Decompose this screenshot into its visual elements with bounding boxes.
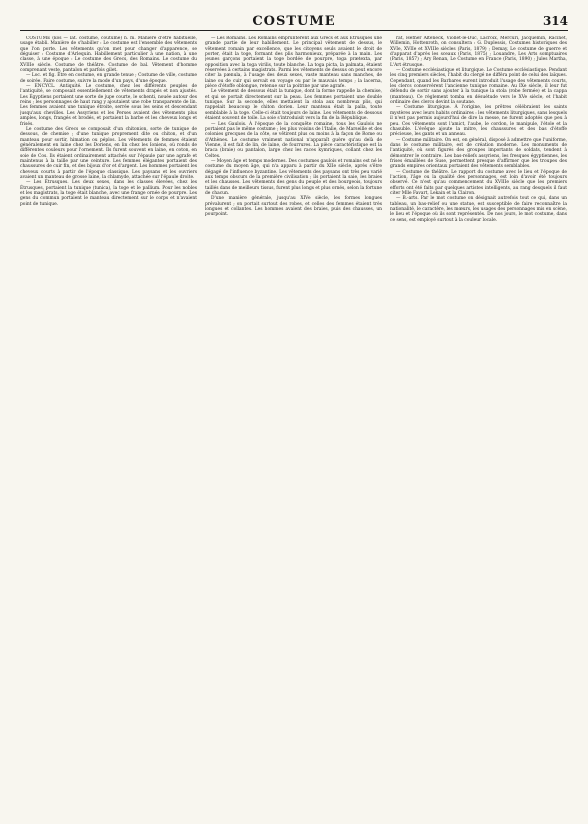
column-middle (205, 36, 382, 816)
column-paragraph: — ENCYCL. Antiquité. Le costume, chez les différents peuples de l'antiquité, se composait essentiellement de vêtements drapés et non ajustés. Les Égyptiens portaient une sorte de jupe courte, le schenti, nouée autour des reins ; les personnages de haut rang y ajoutaient une robe transparente de lin. Les femmes avaient une tunique étroite, serrée sous les seins et descendant jusqu'aux chevilles. Les Assyriens et les Perses avaient des vêtements plus amples, longs, frangés et brodés, et portaient la barbe et les cheveux longs et frisés. (20, 84, 197, 127)
column-paragraph: — Les Romains. Les Romains empruntèrent aux Grecs et aux Étrusques une grande partie de leur habillement. Le principal vêtement de dessus, le vêtement romain par excellence, que les citoyens seuls avaient le droit de porter, était la toge, formant des plis harmonieux, préparée à la main. Les jeunes garçons portaient la toge bordée de pourpre, toga prætexta, par opposition avec la toga virilis, toute blanche. La toga picta, la palmata, étaient réservées à certains magistrats. Parmi les vêtements de dessus on peut encore citer la pænula, à l'usage des deux sexes, vaste manteau sans manches, de laine ou de cuir qui servait en voyage ou par le mauvais temps ; la lacerna, pièce d'étoffe oblongue, retenue sur la poitrine par une agrafe. (205, 36, 382, 90)
column-paragraph: Le costume des Grecs se composait d'un chitonion, sorte de tunique de dessous, de chemise ; d'une tunique proprement dite ou chiton, et d'un manteau pour sortir, himation ou péplos. Les vêtements de femmes étaient généralement en laine chez les Doriens, en lin chez les Ioniens, où ronds de différentes couleurs pour l'ornement. Ils furent souvent en laine, en coton, en soie de Cos. Ils étaient ordinairement attachés sur l'épaule par une agrafe et maintenus à la taille par une ceinture. Les femmes élégantes portaient des chaussures de cuir fin, et des bijoux d'or et d'argent. Les hommes portaient les cheveux courts à partir de l'époque classique. Les paysans et les ouvriers avaient un manteau de grosse laine, la chlamyde, attachée sur l'épaule droite. (20, 126, 197, 180)
column-paragraph: COSTUME (kos — lat. costume, coutume) n. m. Manière d'être habituelle, usage établi. Manière de s'habiller : Le costume est l'ensemble des vêtements que l'on porte. Les vêtements qu'on met pour changer d'apparence, se déguiser : Costume d'Arlequin. Habillement particulier à une nation, à une classe, à une époque : Le costume des Grecs, des Romains. Le costume du XVIIIe siècle. Costume de théâtre. Costume de bal. Vêtement d'homme comprenant veste, pantalon et parfois gilet. (20, 36, 197, 74)
column-paragraph: — Les Gaulois. À l'époque de la conquête romaine, tous les Gaulois ne portaient pas le même costume ; les plus voisins de l'Italie, de Marseille et des colonies grecques de la côte, se vêtirent plus ou moins à la façon de Rome ou d'Athènes. Le costume vraiment national n'apparaît guère qu'au delà de Vienne, il est fait de lin, de laine, de fourrures. La pièce caractéristique est la braca (braie) ou pantalon, large chez les races kymriques, collant chez les Celtes. (205, 121, 382, 159)
running-title: COSTUME (252, 14, 336, 29)
column-right (390, 36, 567, 816)
column-paragraph: — Costume militaire. On est, en général, disposé à admettre que l'uniforme, dans le costume militaire, est de création moderne. Les monuments de l'antiquité, où sont figurés des groupes importants de soldats, tendent à démontrer le contraire. Les bas-reliefs assyriens, les fresques égyptiennes, les frises émaillées de Suse, permettent presque d'affirmer que les troupes des grands empires orientaux portaient des vêtements semblables. (390, 137, 567, 170)
column-paragraph: — Loc. et fig. Être en costume, en grande tenue ; Costume de ville, costume de soirée. Faire costume, suivre la mode d'un pays, d'une époque. (20, 73, 197, 84)
column-paragraph: — Les Étrusques. Les deux sexes, dans les classes élevées, chez les Étrusques, portaient la tunique (tunica), la toge et le pallium. Pour les nobles et les magistrats, la toge était blanche, avec une frange ornée de pourpre. Les gens du commun portaient le manteau directement sur le corps et n'avaient point de tunique. (20, 180, 197, 207)
column-paragraph: Le vêtement de dessous était la tunique, dont la forme rappelle la chemise, et qui se portait directement sur la peau. Les femmes portaient une double tunique. Sur la seconde, elles mettaient la stola aux nombreux plis, qui rappelait beaucoup le chiton dorien. Leur manteau était la palla, toute semblable à la toge. Celle-ci était toujours de laine. Les vêtements de dessous étaient souvent de toile. La soie s'introduisit vers la fin de la République. (205, 89, 382, 122)
column-paragraph: — Moyen âge et temps modernes. Des costumes gaulois et romains est né le costume du moyen âge, qui n'a apparu à partir du XIIe siècle, après s'être dégagé de l'influence byzantine. Les vêtements des paysans ont très peu varié aux temps obscurs de la première civilisation ; ils portaient la saie, les braies et les chausses. Les vêtements des gens du peuple et des bourgeois, toujours taillés dans de meilleurs tissus, furent plus longs et plus ornés, selon la fortune de chacun. (205, 158, 382, 196)
column-paragraph: rat, Hefner Alteneck, Viollet-le-Duc, Lacroix, Mercuri, Jacquemin, Racinet, Willemin, Hottenroth, on consultera : G. Duplessis, Costumes historiques des XVIe, XVIIe et XVIIIe siècles (Paris, 1879) ; Demay, Le costume de guerre et d'apparat d'après les sceaux (Paris, 1875) ; Louandre, Les Arts somptuaires (Paris, 1857) ; Ary Renan, Le Costume en France (Paris, 1890) ; Jules Martha, L'Art étrusque. (390, 36, 567, 68)
column-paragraph: D'une manière générale, jusqu'au XIVe siècle, les formes longues prévalurent ; on portait surtout des robes, et celles des femmes étaient très longues et collantes. Les hommes avaient des braies, puis des chausses, un pourpoint. (205, 196, 382, 218)
text-columns (20, 36, 568, 816)
column-paragraph: — Costume liturgique. À l'origine, les prêtres célébraient les saints mystères avec leurs habits ordinaires : les vêtements liturgiques, sans lesquels il n'est pas permis aujourd'hui de dire la messe, ne furent adoptés que peu à peu. Ces vêtements sont l'amict, l'aube, le cordon, le manipule, l'étole et la chasuble. L'évêque ajoute la mitre, les chaussures et des bas d'étoffe précieuse, les gants et un anneau. (390, 105, 567, 138)
column-paragraph: — Costume de théâtre. Le rapport du costume avec le lieu et l'époque de l'action, l'âge ou la qualité des personnages, est loin d'avoir été toujours observé. Ce n'est qu'au commencement du XVIIIe siècle que les premiers efforts ont été faits par quelques artistes intelligents, au rang desquels il faut citer Mlle Favart, Lekain et la Clairon. (390, 169, 567, 196)
column-paragraph: — B.-arts. Par le mot costume on désignait autrefois tout ce qui, dans un tableau, un bas-relief ou une statue, est susceptible de faire reconnaître la nationalité, le caractère, les mœurs, les usages des personnages mis en scène, le lieu et l'époque où ils sont représentés. De nos jours, le mot costume, dans ce sens, est employé surtout à la couleur locale. (390, 196, 567, 223)
running-header (20, 14, 568, 31)
page-number: 314 (542, 14, 568, 28)
column-paragraph: — Costume ecclésiastique et liturgique. Le Costume ecclésiastique. Pendant les cinq premiers siècles, l'habit du clergé ne différa point de celui des laïques. Cependant, quand les Barbares eurent introduit l'usage des vêtements courts, les clercs conservèrent l'ancienne tunique romaine. Au IXe siècle, il leur fut défendu de sortir sans ajouter à la tunique la stola (robe fermée) et la cappa (manteau). Ce règlement tomba en désuétude vers le XVe siècle, et l'habit ordinaire des clercs devint la soutane. (390, 68, 567, 106)
column-left (20, 36, 197, 816)
